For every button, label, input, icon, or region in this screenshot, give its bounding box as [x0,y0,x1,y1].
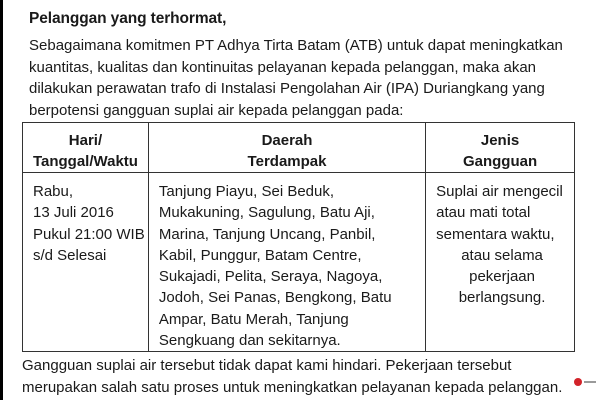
intro-line: berpotensi gangguan suplai air kepada pelanggan pada: [29,101,404,119]
header-affected-area [148,123,425,173]
cell-affected-area [148,173,425,352]
intro-line: Sebagaimana komitmen PT Adhya Tirta Batam (ATB) untuk dapat meningkatkan [29,37,563,54]
disruption-schedule-table [22,122,575,352]
header-date-time [23,123,149,173]
page-edge [0,0,3,400]
intro-line: dilakukan perawatan trafo di Instalasi Pengolahan Air (IPA) Duriangkang yang [29,80,545,97]
disruption-line: atau selama [461,246,543,264]
time-line: s/d Selesai [33,246,107,264]
header-line: Hari/ [68,132,103,149]
disruption-line: sementara waktu, [436,225,555,243]
area-line: Sengkuang dan sekitarnya. [158,332,341,350]
header-line: Tanggal/Waktu [32,153,138,170]
disruption-line: berlangsung. [458,289,546,307]
area-line: Tanjung Piayu, Sei Beduk, [158,183,335,200]
outro-line: merupakan salah satu proses untuk meningkatkan pelayanan kepada pelanggan. [22,378,563,396]
closing-paragraph [22,355,562,398]
outro-line: Gangguan suplai air tersebut tidak dapat kami hindari. Pekerjaan tersebut [22,357,512,374]
disruption-line: Suplai air mengecil [436,183,563,200]
brand-logo-icon [573,377,597,387]
area-line: Sukajadi, Pelita, Seraya, Nagoya, [158,268,383,286]
header-line: Terdampak [247,153,327,170]
area-line: Mukakuning, Sagulung, Batu Aji, [158,204,375,222]
cell-date-time [23,173,149,352]
area-line: Jodoh, Sei Panas, Bengkong, Batu [158,289,392,307]
area-line: Marina, Tanjung Uncang, Panbil, [158,225,376,243]
time-line: Rabu, [33,183,74,200]
time-line: Pukul 21:00 WIB [33,225,145,243]
greeting-heading: Pelanggan yang terhormat, [29,10,227,27]
intro-paragraph [29,35,599,121]
disruption-line: atau mati total [436,204,531,222]
time-line: 13 Juli 2016 [33,204,114,222]
header-line: Gangguan [462,153,538,170]
area-line: Kabil, Punggur, Batam Centre, [158,246,362,264]
table-row [23,173,575,352]
header-disruption-type [426,123,575,173]
intro-line: kuantitas, kualitas dan kontinuitas pelayanan kepada pelanggan, maka akan [29,58,537,76]
disruption-line: pekerjaan [469,268,535,286]
header-line: Daerah [261,132,313,149]
table-header-row [23,123,575,173]
cell-disruption-type [426,173,575,352]
area-line: Ampar, Batu Merah, Tanjung [158,310,349,328]
header-line: Jenis [480,132,520,149]
